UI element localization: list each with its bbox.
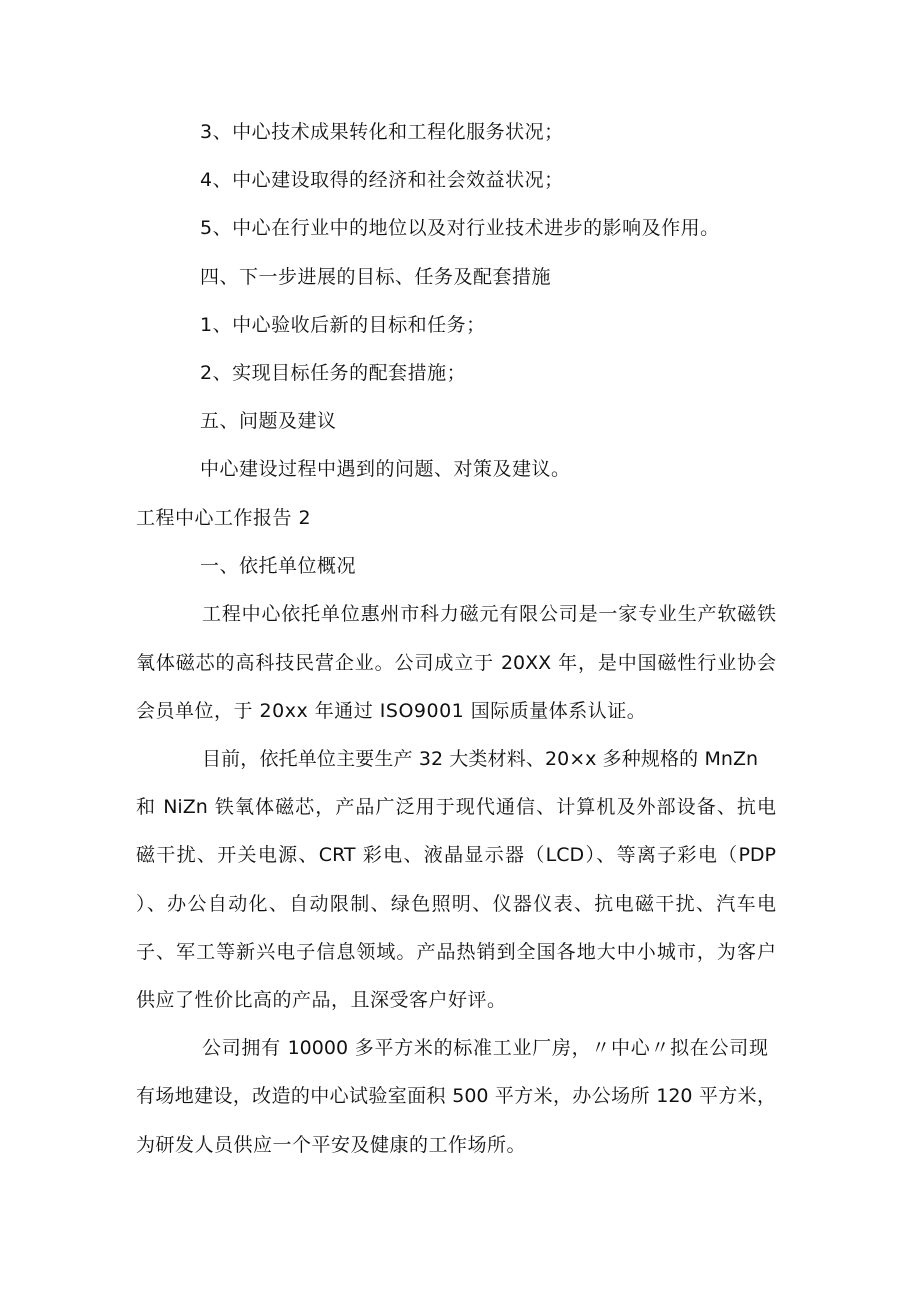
paragraph-2-line-5: 子、军工等新兴电子信息领域。产品热销到全国各地大中小城市，为客户	[136, 941, 776, 963]
paragraph-2-line-4: ）、办公自动化、自动限制、绿色照明、仪器仪表、抗电磁干扰、汽车电	[136, 893, 776, 915]
list-item-s4-2: 2、实现目标任务的配套措施；	[200, 362, 467, 384]
section-5-text: 中心建设过程中遇到的问题、对策及建议。	[200, 458, 571, 480]
paragraph-2-line-1: 目前，依托单位主要生产 32 大类材料、20×x 多种规格的 MnZn	[202, 748, 758, 770]
paragraph-3-line-3: 为研发人员供应一个平安及健康的工作场所。	[136, 1134, 527, 1156]
paragraph-3-line-2: 有场地建设，改造的中心试验室面积 500 平方米，办公场所 120 平方米，	[136, 1085, 776, 1107]
list-item-4: 4、中心建设取得的经济和社会效益状况；	[200, 169, 564, 191]
paragraph-1-line-1: 工程中心依托单位惠州市科力磁元有限公司是一家专业生产软磁铁	[202, 603, 776, 625]
subheading-1: 一、依托单位概况	[200, 555, 357, 577]
paragraph-1-line-2: 氧体磁芯的高科技民营企业。公司成立于 20XX 年，是中国磁性行业协会	[136, 652, 776, 674]
paragraph-2-line-3: 磁干扰、开关电源、CRT 彩电、液晶显示器（LCD）、等离子彩电（PDP	[136, 844, 776, 866]
paragraph-2-line-6: 供应了性价比高的产品，且深受客户好评。	[136, 989, 507, 1011]
paragraph-3-line-1: 公司拥有 10000 多平方米的标准工业厂房，〃中心〃拟在公司现	[202, 1037, 768, 1059]
paragraph-2-line-2: 和 NiZn 铁氧体磁芯，产品广泛用于现代通信、计算机及外部设备、抗电	[136, 796, 776, 818]
paragraph-1-line-3: 会员单位，于 20xx 年通过 ISO9001 国际质量体系认证。	[136, 700, 647, 722]
list-item-s4-1: 1、中心验收后新的目标和任务；	[200, 314, 486, 336]
section-heading-5: 五、问题及建议	[200, 410, 337, 432]
list-item-3: 3、中心技术成果转化和工程化服务状况；	[200, 121, 564, 143]
report-title: 工程中心工作报告 2	[136, 507, 312, 529]
list-item-5: 5、中心在行业中的地位以及对行业技术进步的影响及作用。	[200, 217, 720, 239]
section-heading-4: 四、下一步进展的目标、任务及配套措施	[200, 266, 552, 288]
